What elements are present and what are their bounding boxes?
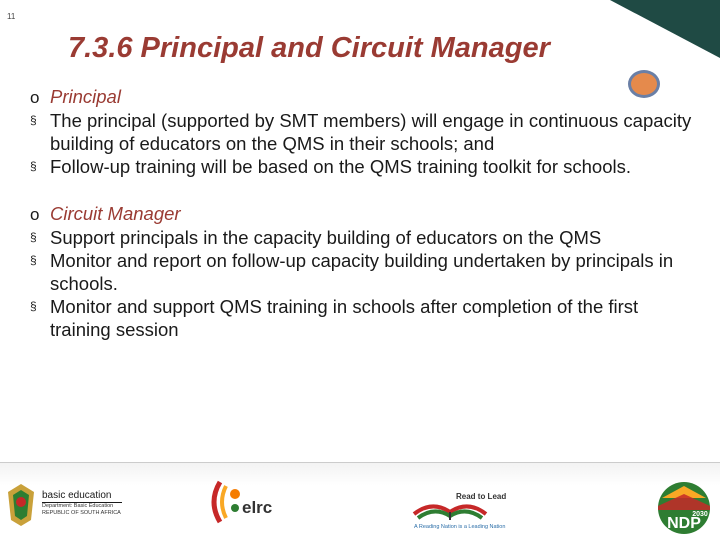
bullet-item: § Support principals in the capacity building of educators on the QMS — [30, 227, 602, 248]
coat-of-arms-logo — [4, 480, 38, 528]
corner-decoration — [610, 0, 720, 58]
section-heading-circuit-manager: o Circuit Manager — [30, 203, 181, 224]
slide-number: 11 — [7, 12, 16, 21]
bullet-marker: § — [30, 113, 37, 127]
bullet-marker: § — [30, 253, 37, 267]
circle-marker: o — [30, 205, 40, 224]
section-heading-principal: o Principal — [30, 86, 121, 107]
basic-education-subtext: Department: Basic Education REPUBLIC OF SOUTH AFRICA — [42, 503, 121, 516]
bullet-marker: § — [30, 299, 37, 313]
read-to-lead-logo-text: Read to Lead — [456, 492, 507, 501]
bullet-item: § Follow-up training will be based on the QMS training toolkit for schools. — [30, 156, 631, 177]
circle-marker: o — [30, 88, 40, 107]
bullet-item: § The principal (supported by SMT members) will engage in continuous capacity building of educators on the QMS in their schools; and — [30, 110, 692, 154]
slide-title: 7.3.6 Principal and Circuit Manager — [68, 32, 550, 64]
elrc-logo-text: elrc — [242, 498, 273, 517]
elrc-logo-emblem — [208, 478, 244, 526]
slide-content — [30, 85, 695, 341]
footer-band — [0, 462, 720, 540]
bullet-item: § Monitor and report on follow-up capacity building undertaken by principals in schools. — [30, 250, 674, 294]
footer-divider — [0, 462, 720, 463]
ndp-year-text: 2030 — [692, 511, 708, 518]
ndp-text: NDP — [667, 515, 701, 532]
bullet-marker: § — [30, 230, 37, 244]
basic-education-logo-text: basic education — [42, 490, 112, 501]
bullet-item: § Monitor and support QMS training in schools after completion of the first training session — [30, 296, 639, 340]
ndp-2030-logo — [654, 480, 714, 536]
bullet-marker: § — [30, 159, 37, 173]
read-to-lead-tagline: A Reading Nation is a Leading Nation — [414, 524, 506, 530]
